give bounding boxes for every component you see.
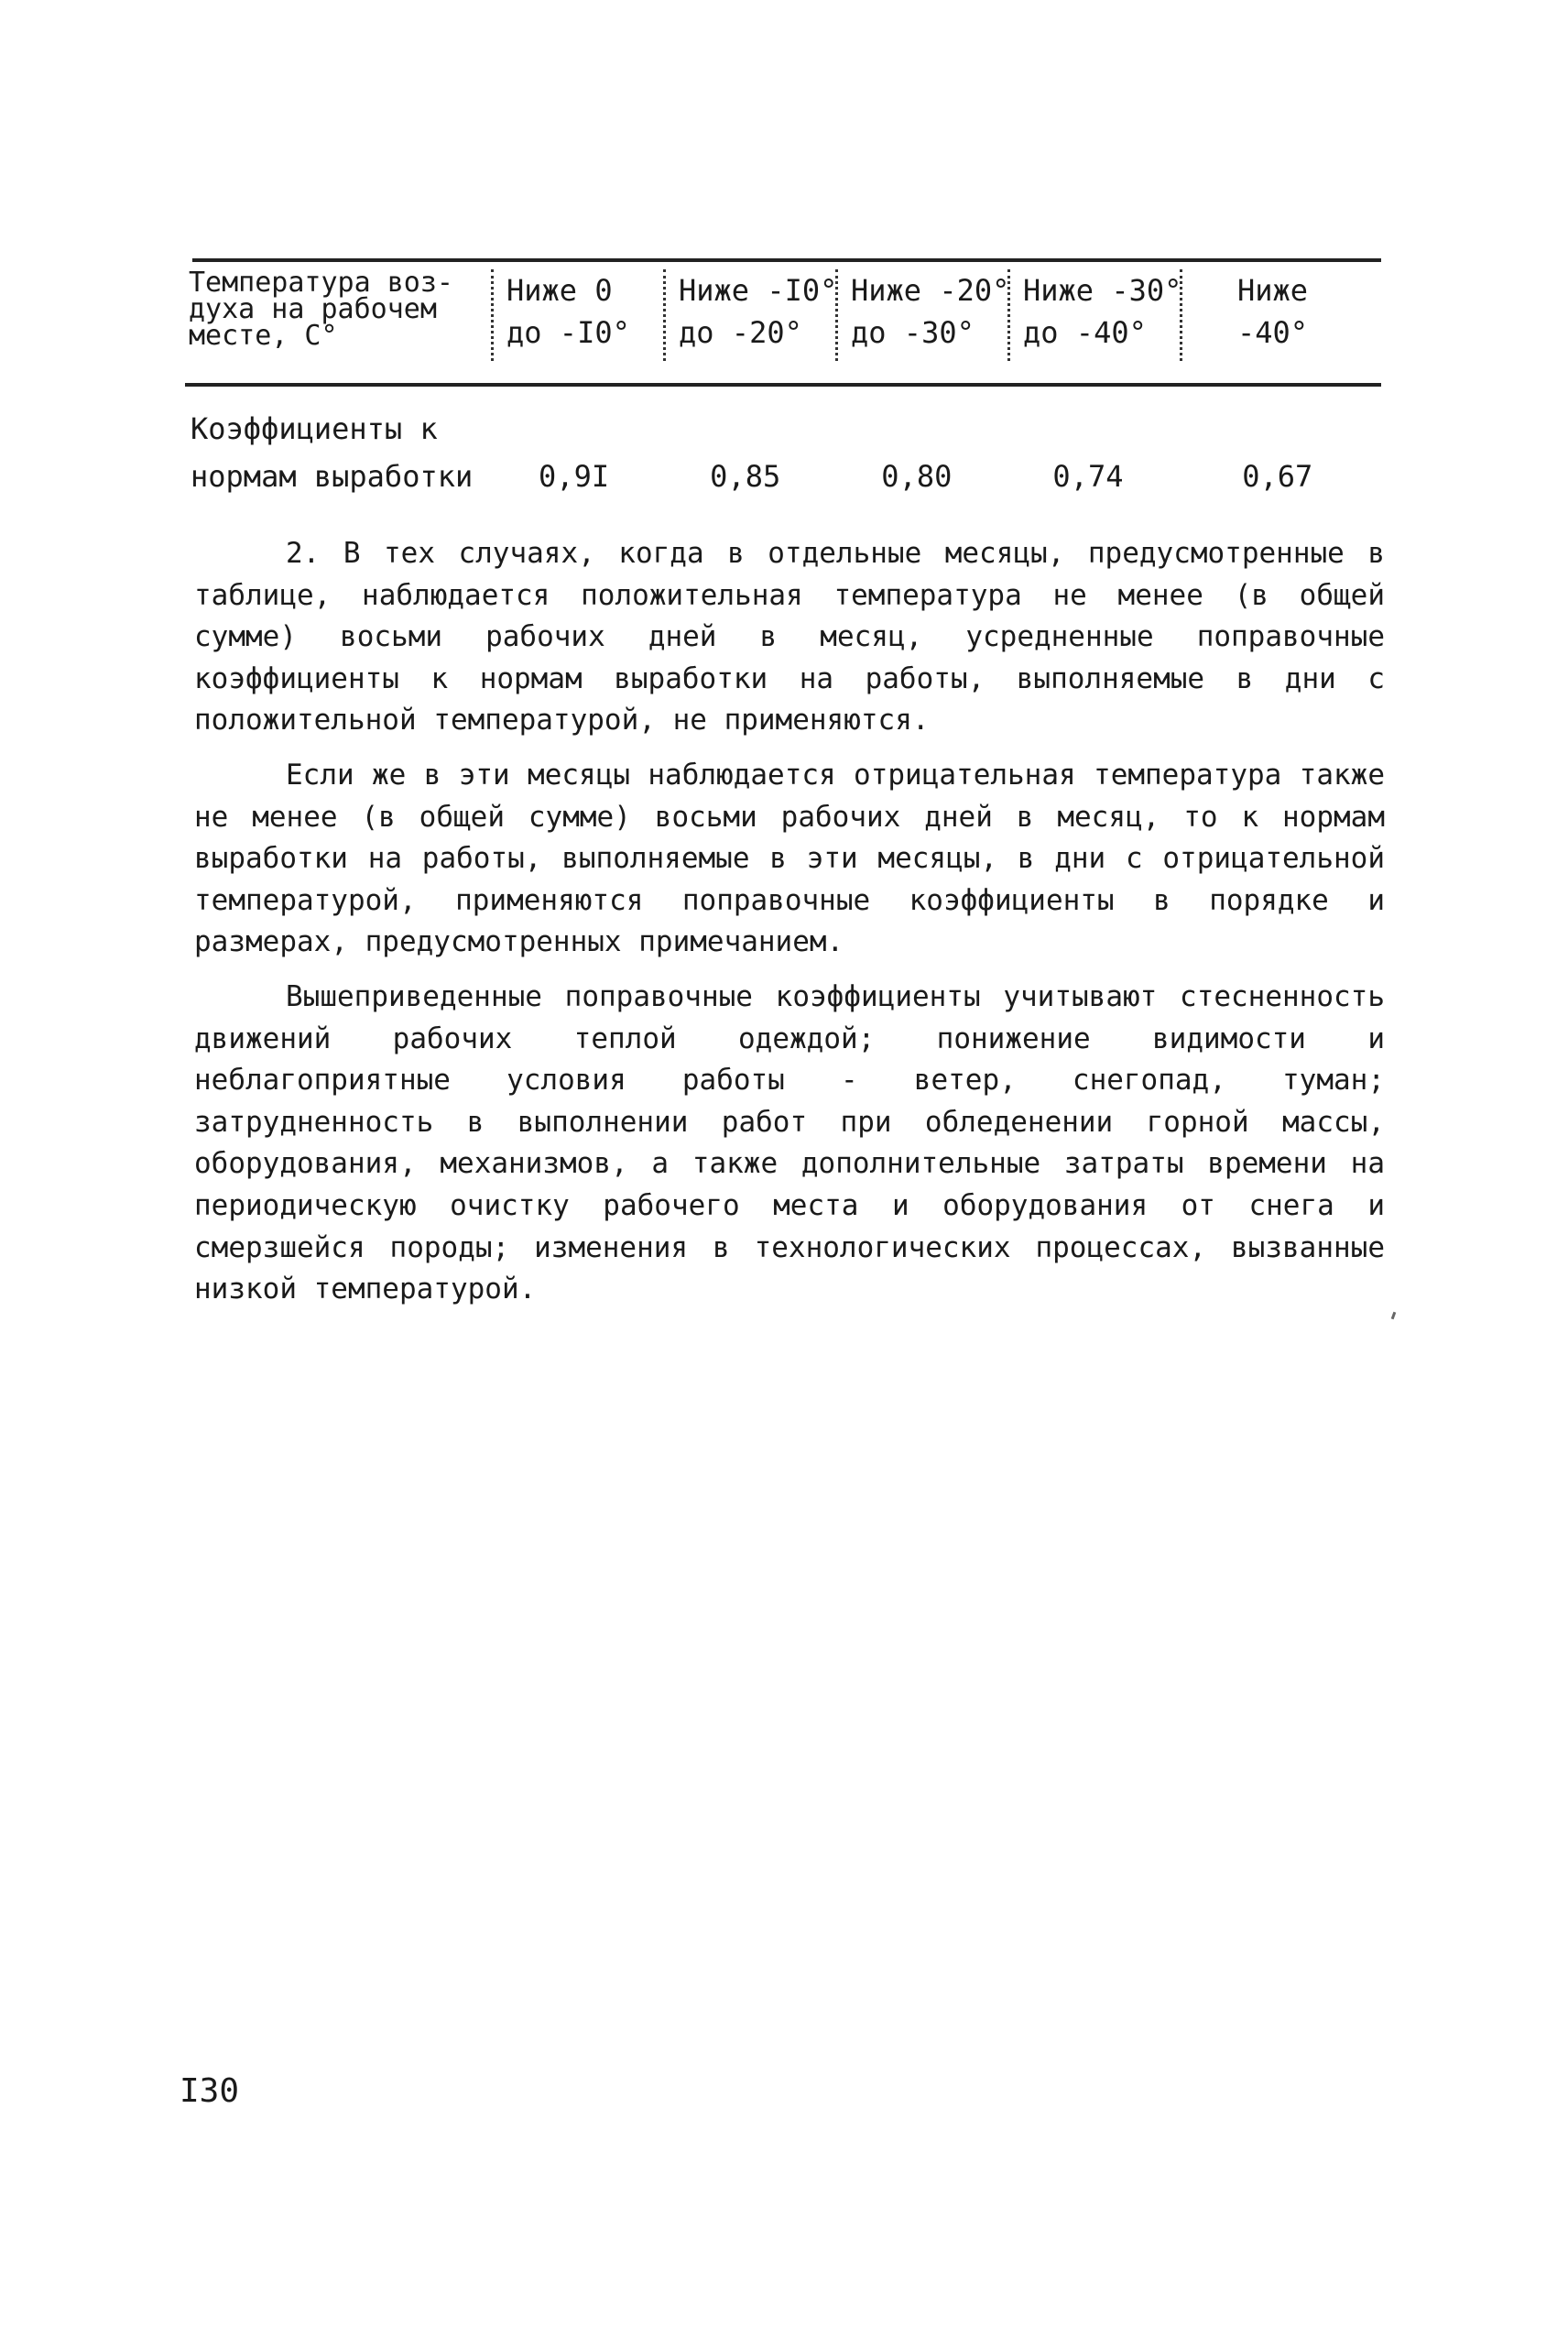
coefficient-value-3: 0,80 xyxy=(881,459,953,494)
coefficients-table xyxy=(185,258,1381,387)
notes-body xyxy=(194,533,1385,1324)
header-col-5-line1: Ниже xyxy=(1236,273,1309,308)
coefficients-row xyxy=(191,405,1381,500)
header-temperature-label: Температура воз- духа на рабочем месте, С° xyxy=(189,267,453,352)
coefficients-label-line1: Коэффициенты к xyxy=(191,411,438,446)
coefficient-value-4: 0,74 xyxy=(1052,459,1124,494)
header-col-3-line2: до -30° xyxy=(851,315,975,350)
header-col-1 xyxy=(491,269,663,361)
paragraph-coefficients-explanation: Вышеприведенные поправочные коэффициенты учитывают стесненность движений рабочих теплой одеждой; понижение видимости и неблагоприятные условия работы - ветер, снегопад, туман; затрудненность в выполнении работ при обледенении горной массы, оборудования, механизмов, а также дополнительные затраты времени на периодическую очистку рабочего места и оборудования от снега и смерзшейся породы; изменения в технологических процессах, вызванные низкой температурой. xyxy=(194,979,1385,1306)
header-col-2-line1: Ниже -I0° xyxy=(679,273,838,308)
header-col-2-line2: до -20° xyxy=(679,315,802,350)
coefficient-value-1: 0,9I xyxy=(539,459,610,494)
header-col-3 xyxy=(835,269,1010,361)
coefficient-value-5: 0,67 xyxy=(1242,459,1313,494)
table-header-row xyxy=(185,262,1381,377)
page-number: I30 xyxy=(180,2072,240,2110)
paragraph-negative-temperature: Если же в эти месяцы наблюдается отрицательная температура также не менее (в общей сумме) восьми рабочих дней в месяц, то к нормам выработки на работы, выполняемые в эти месяцы, в дни с отрицательной температурой, применяются поправочные коэффициенты в порядке и размерах, предусмотренных примечанием. xyxy=(194,758,1385,959)
header-col-5-line2: -40° xyxy=(1236,315,1309,350)
header-col-1-line2: до -I0° xyxy=(506,315,630,350)
header-col-5 xyxy=(1180,269,1363,361)
coefficients-label-row-1 xyxy=(191,405,1381,453)
coefficients-values-row xyxy=(191,453,1381,500)
table-header-bottom-rule xyxy=(185,383,1381,387)
coefficients-label-line2: нормам выработки xyxy=(191,459,474,494)
paragraph-note-2: 2. В тех случаях, когда в отдельные месяцы, предусмотренные в таблице, наблюдается положительная температура не менее (в общей сумме) восьми рабочих дней в месяц, усредненные поправочные коэффициенты к нормам выработки на работы, выполняемые в дни с положительной температурой, не применяются. xyxy=(194,537,1385,737)
header-col-4-line2: до -40° xyxy=(1023,315,1147,350)
header-col-4-line1: Ниже -30° xyxy=(1023,273,1182,308)
header-col-4 xyxy=(1007,269,1180,361)
header-col-2 xyxy=(663,269,838,361)
scan-speck xyxy=(1391,1312,1397,1320)
coefficient-value-2: 0,85 xyxy=(710,459,781,494)
header-col-3-line1: Ниже -20° xyxy=(851,273,1010,308)
header-col-1-line1: Ниже 0 xyxy=(506,273,613,308)
